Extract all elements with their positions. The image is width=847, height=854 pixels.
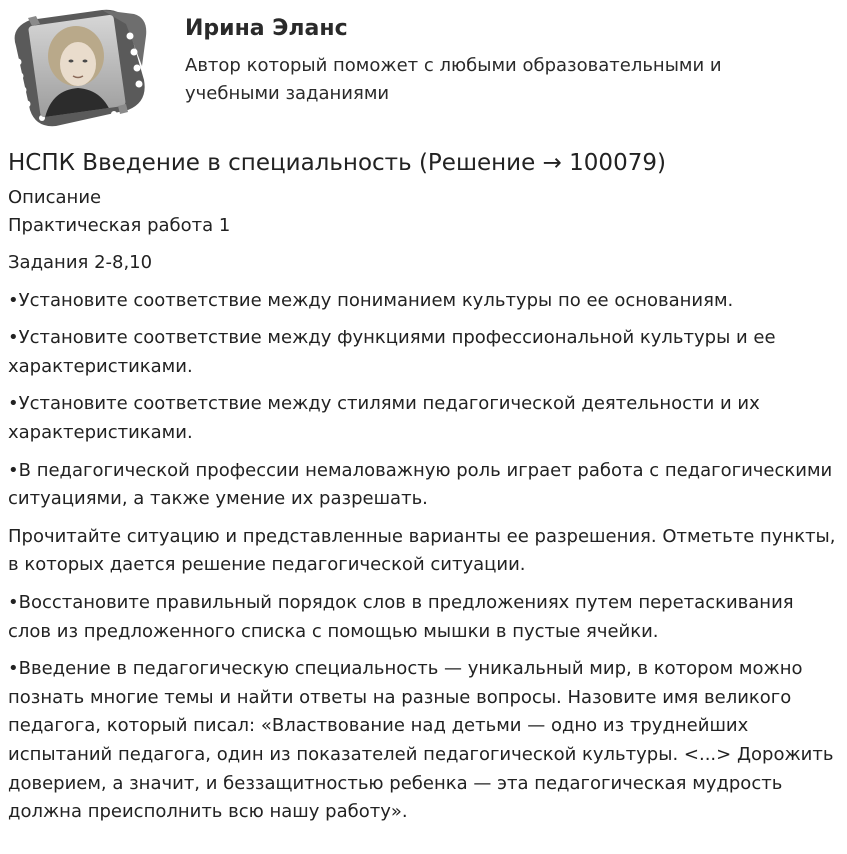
paragraph: •Восстановите правильный порядок слов в предложениях путем перетаскивания слов из предложенного списка с помощью мышки в пустые ячейки. [8,591,794,642]
author-card [6,6,841,130]
paragraph: •Установите соответствие между стилями педагогической деятельности и их характеристиками. [8,393,760,443]
author-name: Ирина Эланс [185,16,348,41]
page-title: НСПК Введение в специальность (Решение → 100079) [8,150,666,176]
paragraph: •Введение в педагогическую специальность — уникальный мир, в котором можно познать многие темы и найти ответы на разные вопросы. Назовите имя великого педагога, который писал: «Властвование над детьми — одно из труднейших испытаний педагога, один из показателей педагогической культуры. <...> Дорожить доверием, а значит, и беззащитностью ребенка — эта педагогическая мудрость должна преисполнить всю нашу работу». [8,658,834,823]
paragraph: Задания 2-8,10 [8,252,153,273]
paragraph: Прочитайте ситуацию и представленные варианты ее разрешения. Отметьте пункты, в которых дается решение педагогической ситуации. [8,525,836,576]
document-content [8,148,840,836]
author-description: Автор который поможет с любыми образовательными и учебными заданиями [185,55,722,104]
paragraph: •Установите соответствие между функциями профессиональной культуры и ее характеристиками. [8,327,776,377]
description-label: Описание [8,187,102,208]
practical-work-subtitle: Практическая работа 1 [8,215,231,236]
paragraph: •В педагогической профессии немаловажную роль играет работа с педагогическими ситуациями, а также умение их разрешать. [8,459,833,510]
author-avatar [6,6,152,128]
paragraph: •Установите соответствие между пониманием культуры по ее основаниям. [8,289,734,311]
